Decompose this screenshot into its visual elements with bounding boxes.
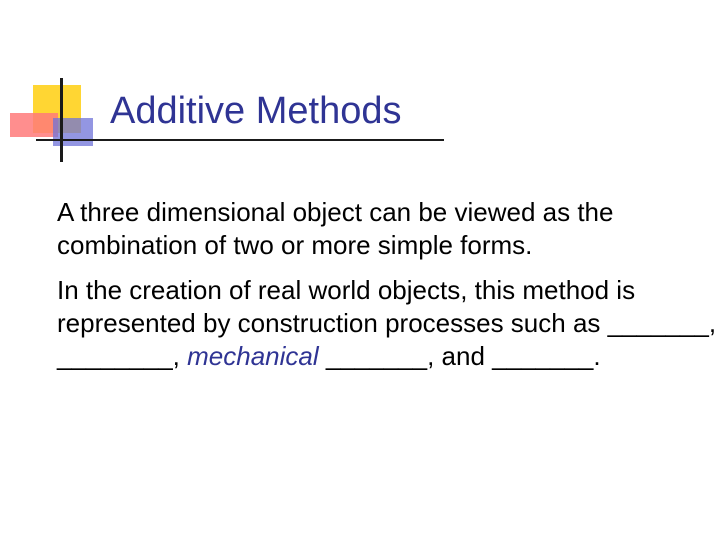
paragraph-2	[57, 274, 717, 373]
paragraph-2-emphasis: mechanical	[187, 341, 319, 371]
ornament-red-bar	[10, 113, 58, 137]
title-underline	[36, 139, 444, 141]
paragraph-1: A three dimensional object can be viewed as the combination of two or more simple forms.	[57, 197, 614, 260]
title-ornament-icon	[0, 0, 110, 170]
paragraph-2-text-after: _______, and _______.	[318, 341, 601, 371]
paragraph-2-text-before: In the creation of real world objects, this method is represented by construction processes such as _______, ________,	[57, 275, 717, 371]
slide-body	[57, 196, 717, 385]
slide-title: Additive Methods	[110, 90, 402, 132]
ornament-blue-square	[53, 118, 93, 146]
ornament-vertical-line	[60, 78, 63, 162]
